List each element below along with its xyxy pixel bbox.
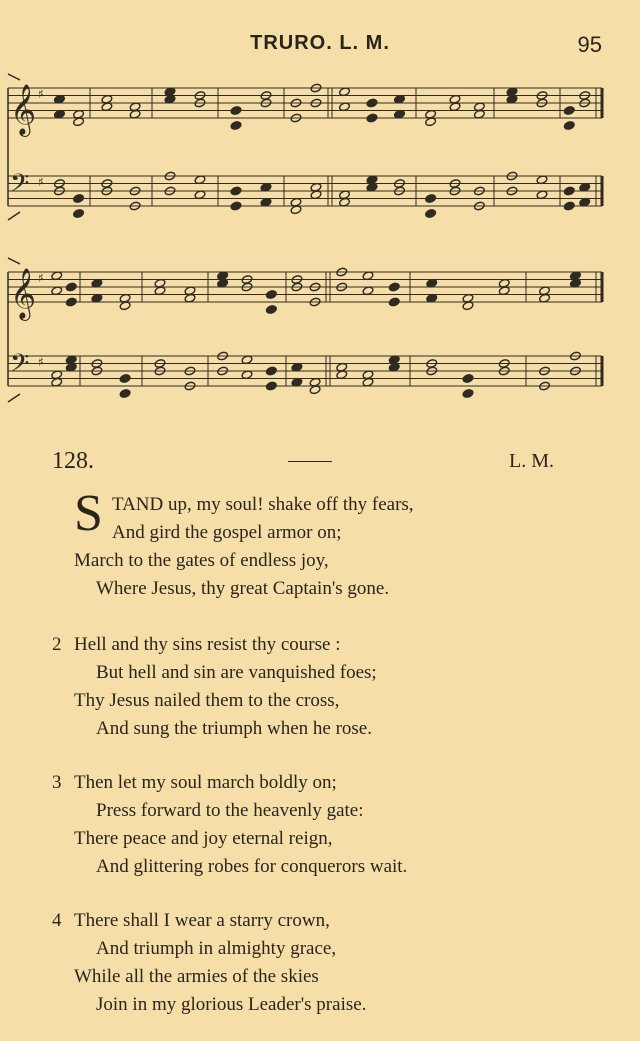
note-head [388,282,400,292]
note-head [230,106,242,116]
note-head [230,186,242,196]
verse-number: 4 [52,910,62,931]
verse-line: Hell and thy sins resist thy course : [74,634,341,655]
note-head [73,209,85,219]
note-head [563,121,575,131]
note-head [73,194,85,204]
verse-line: And glittering robes for conquerors wait. [96,856,408,877]
note-head [266,366,278,376]
note-head [266,290,278,300]
note-head [425,194,437,204]
verse-number: 2 [52,634,62,655]
note-head [266,305,278,315]
verse-line: While all the armies of the skies [74,966,319,987]
note-head [65,297,77,307]
treble-clef-icon: 𝄞 [10,268,37,319]
verse-line: Join in my glorious Leader's praise. [96,994,367,1015]
verse-line: Then let my soul march boldly on; [74,772,337,793]
note-head [425,209,437,219]
system-bracket [8,394,20,402]
verse-line: TAND up, my soul! shake off thy fears, [112,494,414,515]
note-head [119,374,131,384]
note-head [366,113,378,123]
verse-line: There shall I wear a starry crown, [74,910,330,931]
music-score [0,60,640,410]
treble-clef-icon: 𝄞 [10,84,37,135]
verse-line: There peace and joy eternal reign, [74,828,333,849]
hymn-meter: L. M. [509,450,554,472]
sharp-icon: ♯ [38,271,44,285]
hymn-header [0,448,640,476]
note-head [563,186,575,196]
system-bracket [8,258,20,264]
hymn-number: 128. [52,448,94,474]
system-bracket [8,74,20,80]
sharp-icon: ♯ [38,175,44,189]
header-dash [288,461,332,462]
note-head [462,374,474,384]
verse-line: And triumph in almighty grace, [96,938,337,959]
verse-number: 3 [52,772,62,793]
note-head [366,98,378,108]
tune-title: TRURO. L. M. [250,32,390,54]
verse-line: Press forward to the heavenly gate: [96,800,364,821]
note-head [266,381,278,391]
note-head [230,201,242,211]
verse-line: March to the gates of endless joy, [74,550,329,571]
note-head [230,121,242,131]
note-head [119,389,131,399]
verse-line: But hell and sin are vanquished foes; [96,662,377,683]
note-head [388,297,400,307]
note-head [563,106,575,116]
verse-line: And gird the gospel armor on; [112,522,342,543]
verse-line: Where Jesus, thy great Captain's gone. [96,578,390,599]
drop-cap: S [74,485,103,542]
sharp-icon: ♯ [38,87,44,101]
note-head [563,201,575,211]
note-head [462,389,474,399]
sharp-icon: ♯ [38,355,44,369]
note-head [65,282,77,292]
system-bracket [8,212,20,220]
bass-clef-icon: 𝄢 [10,349,30,384]
page-number: 95 [577,32,602,57]
verse-line: And sung the triumph when he rose. [96,718,372,739]
bass-clef-icon: 𝄢 [10,169,30,204]
verse-line: Thy Jesus nailed them to the cross, [74,690,340,711]
